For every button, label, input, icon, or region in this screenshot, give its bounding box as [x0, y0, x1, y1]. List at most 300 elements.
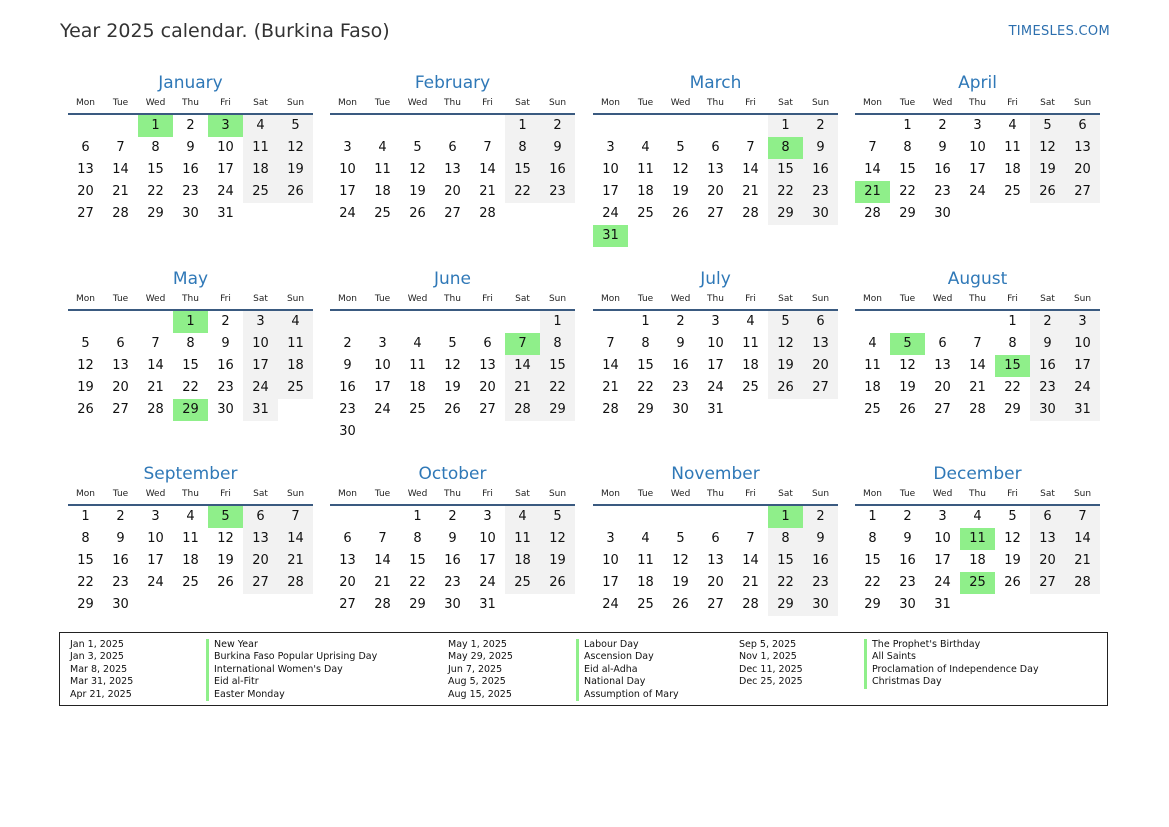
day-cell: 13 [444, 162, 461, 177]
day-cell: 12 [278, 137, 313, 159]
day-cell: 20 [707, 184, 724, 199]
legend-date: Mar 31, 2025 [70, 676, 134, 688]
day-cell: 22 [182, 380, 199, 395]
legend-dates-col-3 [739, 639, 803, 689]
weekday-header [593, 487, 838, 501]
weekday-label: Sun [286, 98, 305, 108]
day-cell: 3 [1065, 311, 1100, 333]
legend-date: Aug 15, 2025 [448, 688, 512, 700]
day-cell: 29 [637, 402, 654, 417]
weekday-header [330, 292, 575, 306]
day-cell: 15 [409, 553, 426, 568]
day-cell: 29 [768, 594, 803, 616]
weekday-label: Fri [482, 489, 493, 499]
day-cell: 13 [1065, 137, 1100, 159]
day-cell: 22 [77, 575, 94, 590]
weekday-label: Tue [112, 489, 129, 499]
day-cell: 6 [711, 140, 720, 155]
day-grid [68, 506, 313, 616]
day-cell: 5 [1008, 509, 1017, 524]
day-cell: 19 [444, 380, 461, 395]
empty-day-cell [593, 115, 628, 137]
day-cell: 15 [637, 358, 654, 373]
day-cell: 19 [278, 159, 313, 181]
day-cell: 22 [409, 575, 426, 590]
day-cell: 17 [602, 575, 619, 590]
weekday-label: Fri [220, 489, 231, 499]
day-cell: 23 [339, 402, 356, 417]
day-cell: 31 [1065, 399, 1100, 421]
weekday-label: Thu [707, 98, 724, 108]
day-cell: 22 [768, 572, 803, 594]
legend-date: Apr 21, 2025 [70, 688, 132, 700]
day-cell: 31 [479, 597, 496, 612]
day-cell: 20 [479, 380, 496, 395]
day-cell: 14 [742, 553, 759, 568]
month-may [68, 268, 313, 421]
weekday-label: Thu [969, 294, 986, 304]
day-cell: 3 [711, 314, 720, 329]
weekday-label: Sun [548, 294, 567, 304]
day-cell: 7 [378, 531, 387, 546]
day-cell: 30 [803, 203, 838, 225]
empty-day-cell [803, 399, 838, 421]
weekday-header [330, 487, 575, 501]
day-cell: 1 [540, 311, 575, 333]
day-cell: 19 [1030, 159, 1065, 181]
weekday-label: Wed [932, 98, 953, 108]
weekday-header [855, 96, 1100, 110]
day-cell: 24 [339, 206, 356, 221]
legend-holiday-name: Christmas Day [864, 676, 1039, 688]
weekday-label: Thu [182, 98, 199, 108]
day-cell: 8 [903, 140, 912, 155]
day-cell: 22 [637, 380, 654, 395]
day-cell: 3 [483, 509, 492, 524]
day-cell: 12 [540, 528, 575, 550]
day-cell: 23 [540, 181, 575, 203]
empty-day-cell [400, 421, 435, 443]
day-cell: 23 [112, 575, 129, 590]
day-cell: 2 [1030, 311, 1065, 333]
day-cell: 11 [742, 336, 759, 351]
holiday-day-cell: 5 [208, 506, 243, 528]
month-december [855, 463, 1100, 616]
month-title: April [958, 73, 997, 93]
day-cell: 13 [479, 358, 496, 373]
day-cell: 16 [112, 553, 129, 568]
day-cell: 12 [444, 358, 461, 373]
holiday-day-cell: 1 [768, 506, 803, 528]
month-october [330, 463, 575, 616]
day-cell: 10 [602, 162, 619, 177]
legend-date: Dec 11, 2025 [739, 663, 803, 675]
empty-day-cell [365, 506, 400, 528]
day-cell: 30 [672, 402, 689, 417]
day-cell: 18 [637, 575, 654, 590]
legend-date: Aug 5, 2025 [448, 676, 506, 688]
day-cell: 29 [540, 399, 575, 421]
day-cell: 23 [803, 572, 838, 594]
day-cell: 5 [448, 336, 457, 351]
day-cell: 15 [147, 162, 164, 177]
day-cell: 30 [444, 597, 461, 612]
weekday-label: Fri [1007, 489, 1018, 499]
weekday-label: Sun [1073, 489, 1092, 499]
empty-day-cell [768, 225, 803, 247]
day-cell: 6 [938, 336, 947, 351]
day-cell: 3 [378, 336, 387, 351]
day-cell: 9 [803, 137, 838, 159]
weekday-label: Sun [1073, 98, 1092, 108]
day-cell: 14 [374, 553, 391, 568]
empty-day-cell [628, 225, 663, 247]
empty-day-cell [733, 399, 768, 421]
day-cell: 21 [112, 184, 129, 199]
day-cell: 18 [505, 550, 540, 572]
day-cell: 17 [969, 162, 986, 177]
weekday-label: Tue [899, 294, 916, 304]
weekday-header [593, 292, 838, 306]
day-grid [855, 311, 1100, 421]
empty-day-cell [470, 115, 505, 137]
day-cell: 14 [969, 358, 986, 373]
holiday-day-cell: 5 [890, 333, 925, 355]
empty-day-cell [593, 506, 628, 528]
weekday-label: Wed [407, 98, 428, 108]
day-cell: 30 [934, 206, 951, 221]
day-cell: 19 [409, 184, 426, 199]
day-cell: 25 [278, 377, 313, 399]
legend-date: Dec 25, 2025 [739, 676, 803, 688]
day-cell: 21 [1065, 550, 1100, 572]
day-cell: 12 [409, 162, 426, 177]
day-cell: 3 [973, 118, 982, 133]
day-grid [68, 311, 313, 421]
day-cell: 22 [899, 184, 916, 199]
day-cell: 7 [483, 140, 492, 155]
legend-holiday-name: The Prophet's Birthday [864, 639, 1039, 651]
day-cell: 12 [672, 162, 689, 177]
empty-day-cell [68, 115, 103, 137]
day-cell: 14 [278, 528, 313, 550]
day-cell: 22 [1004, 380, 1021, 395]
day-cell: 17 [217, 162, 234, 177]
weekday-label: Tue [899, 489, 916, 499]
month-title: December [933, 464, 1022, 484]
day-cell: 13 [112, 358, 129, 373]
day-cell: 8 [1008, 336, 1017, 351]
empty-day-cell [435, 311, 470, 333]
day-cell: 28 [1065, 572, 1100, 594]
day-cell: 20 [934, 380, 951, 395]
month-march [593, 72, 838, 247]
day-cell: 25 [374, 206, 391, 221]
empty-day-cell [1065, 203, 1100, 225]
day-cell: 14 [1065, 528, 1100, 550]
day-cell: 7 [868, 140, 877, 155]
day-grid [330, 506, 575, 616]
day-cell: 1 [768, 115, 803, 137]
day-cell: 26 [409, 206, 426, 221]
empty-day-cell [960, 203, 995, 225]
weekday-label: Mon [601, 489, 620, 499]
legend-dates-col-1 [70, 639, 133, 701]
day-cell: 10 [602, 553, 619, 568]
weekday-label: Wed [670, 98, 691, 108]
day-cell: 26 [540, 572, 575, 594]
weekday-header [593, 96, 838, 110]
day-cell: 13 [934, 358, 951, 373]
empty-day-cell [593, 311, 628, 333]
day-cell: 9 [221, 336, 230, 351]
empty-day-cell [365, 115, 400, 137]
day-cell: 2 [938, 118, 947, 133]
day-cell: 19 [672, 184, 689, 199]
day-cell: 4 [746, 314, 755, 329]
legend-holiday-name: Burkina Faso Popular Uprising Day [206, 651, 377, 663]
weekday-label: Sat [515, 294, 530, 304]
day-cell: 16 [803, 159, 838, 181]
weekday-header [330, 96, 575, 110]
weekday-label: Mon [338, 294, 357, 304]
weekday-label: Sun [548, 489, 567, 499]
day-cell: 28 [969, 402, 986, 417]
day-cell: 7 [151, 336, 160, 351]
day-grid [593, 115, 838, 247]
day-cell: 10 [707, 336, 724, 351]
day-cell: 14 [112, 162, 129, 177]
day-cell: 13 [243, 528, 278, 550]
day-cell: 11 [182, 531, 199, 546]
day-cell: 3 [606, 140, 615, 155]
holiday-legend [59, 632, 1108, 706]
day-cell: 5 [413, 140, 422, 155]
month-august [855, 268, 1100, 421]
day-cell: 30 [803, 594, 838, 616]
day-cell: 27 [243, 572, 278, 594]
empty-day-cell [733, 225, 768, 247]
weekday-label: Thu [969, 489, 986, 499]
day-cell: 5 [278, 115, 313, 137]
weekday-label: Sat [253, 98, 268, 108]
day-cell: 27 [1030, 572, 1065, 594]
day-cell: 20 [1030, 550, 1065, 572]
holiday-day-cell: 3 [208, 115, 243, 137]
weekday-label: Sun [811, 98, 830, 108]
day-cell: 28 [479, 206, 496, 221]
empty-day-cell [505, 594, 540, 616]
month-june [330, 268, 575, 443]
weekday-label: Mon [863, 98, 882, 108]
day-cell: 23 [672, 380, 689, 395]
day-cell: 15 [864, 553, 881, 568]
day-cell: 9 [540, 137, 575, 159]
legend-holiday-name: Eid al-Fitr [206, 676, 377, 688]
day-cell: 5 [81, 336, 90, 351]
empty-day-cell [243, 594, 278, 616]
day-cell: 21 [742, 575, 759, 590]
day-cell: 30 [1030, 399, 1065, 421]
weekday-label: Mon [76, 294, 95, 304]
weekday-label: Tue [112, 294, 129, 304]
day-cell: 28 [374, 597, 391, 612]
day-cell: 15 [540, 355, 575, 377]
day-cell: 2 [803, 115, 838, 137]
day-cell: 31 [707, 402, 724, 417]
day-cell: 28 [147, 402, 164, 417]
day-cell: 30 [217, 402, 234, 417]
day-cell: 6 [343, 531, 352, 546]
weekday-label: Wed [145, 294, 166, 304]
site-link[interactable]: TIMESLES.COM [1008, 24, 1110, 39]
day-cell: 26 [899, 402, 916, 417]
day-cell: 6 [1030, 506, 1065, 528]
day-cell: 9 [1030, 333, 1065, 355]
legend-date: Mar 8, 2025 [70, 663, 128, 675]
day-cell: 2 [221, 314, 230, 329]
legend-holiday-name: International Women's Day [206, 664, 377, 676]
legend-date: Jan 1, 2025 [70, 639, 124, 650]
day-cell: 28 [602, 402, 619, 417]
day-cell: 17 [243, 355, 278, 377]
day-cell: 1 [641, 314, 650, 329]
empty-day-cell [768, 399, 803, 421]
empty-day-cell [628, 506, 663, 528]
day-cell: 29 [1004, 402, 1021, 417]
day-cell: 24 [217, 184, 234, 199]
month-february [330, 72, 575, 225]
legend-holiday-name: Easter Monday [206, 689, 377, 701]
holiday-day-cell: 29 [173, 399, 208, 421]
weekday-label: Thu [707, 489, 724, 499]
day-cell: 22 [768, 181, 803, 203]
day-cell: 6 [483, 336, 492, 351]
day-cell: 14 [505, 355, 540, 377]
day-cell: 23 [934, 184, 951, 199]
month-title: March [689, 73, 742, 93]
legend-holiday-name: Ascension Day [576, 651, 679, 663]
day-grid [330, 115, 575, 225]
day-cell: 19 [1004, 553, 1021, 568]
legend-holiday-name: Eid al-Adha [576, 664, 679, 676]
legend-holiday-name: Labour Day [576, 639, 679, 651]
day-cell: 1 [505, 115, 540, 137]
empty-day-cell [330, 506, 365, 528]
weekday-label: Fri [220, 98, 231, 108]
day-cell: 2 [903, 509, 912, 524]
legend-names-col-3 [864, 639, 1039, 689]
weekday-label: Mon [76, 98, 95, 108]
empty-day-cell [173, 594, 208, 616]
holiday-day-cell: 15 [995, 355, 1030, 377]
day-cell: 20 [1065, 159, 1100, 181]
day-cell: 12 [672, 553, 689, 568]
day-cell: 18 [637, 184, 654, 199]
weekday-label: Sat [1040, 294, 1055, 304]
day-cell: 6 [711, 531, 720, 546]
day-cell: 12 [77, 358, 94, 373]
day-cell: 6 [81, 140, 90, 155]
weekday-header [68, 487, 313, 501]
empty-day-cell [628, 115, 663, 137]
empty-day-cell [995, 203, 1030, 225]
day-cell: 18 [1004, 162, 1021, 177]
day-cell: 6 [116, 336, 125, 351]
weekday-label: Sun [811, 294, 830, 304]
month-title: September [143, 464, 238, 484]
day-cell: 3 [151, 509, 160, 524]
day-cell: 4 [973, 509, 982, 524]
day-cell: 20 [339, 575, 356, 590]
day-cell: 19 [540, 550, 575, 572]
day-cell: 22 [864, 575, 881, 590]
empty-day-cell [698, 506, 733, 528]
day-cell: 27 [803, 377, 838, 399]
day-cell: 5 [1030, 115, 1065, 137]
day-cell: 20 [112, 380, 129, 395]
day-cell: 25 [1004, 184, 1021, 199]
day-cell: 26 [217, 575, 234, 590]
day-cell: 25 [742, 380, 759, 395]
legend-date: Jun 7, 2025 [448, 663, 503, 675]
weekday-label: Fri [482, 98, 493, 108]
weekday-label: Sun [1073, 294, 1092, 304]
empty-day-cell [995, 594, 1030, 616]
day-cell: 11 [409, 358, 426, 373]
day-cell: 8 [768, 528, 803, 550]
empty-day-cell [540, 421, 575, 443]
day-cell: 29 [899, 206, 916, 221]
day-cell: 17 [147, 553, 164, 568]
holiday-day-cell: 11 [960, 528, 995, 550]
day-cell: 8 [81, 531, 90, 546]
day-cell: 8 [868, 531, 877, 546]
day-cell: 25 [637, 206, 654, 221]
day-cell: 8 [186, 336, 195, 351]
empty-day-cell [365, 421, 400, 443]
day-cell: 18 [409, 380, 426, 395]
empty-day-cell [663, 225, 698, 247]
day-cell: 4 [641, 531, 650, 546]
day-cell: 16 [339, 380, 356, 395]
weekday-label: Sun [548, 98, 567, 108]
empty-day-cell [803, 225, 838, 247]
day-grid [855, 506, 1100, 616]
day-cell: 2 [116, 509, 125, 524]
day-cell: 8 [540, 333, 575, 355]
day-cell: 28 [864, 206, 881, 221]
day-cell: 21 [278, 550, 313, 572]
day-cell: 23 [899, 575, 916, 590]
empty-day-cell [1065, 594, 1100, 616]
day-cell: 25 [864, 402, 881, 417]
weekday-label: Sun [286, 489, 305, 499]
day-cell: 4 [243, 115, 278, 137]
empty-day-cell [330, 115, 365, 137]
day-cell: 8 [641, 336, 650, 351]
day-cell: 10 [1065, 333, 1100, 355]
day-cell: 26 [672, 597, 689, 612]
day-cell: 4 [278, 311, 313, 333]
month-july [593, 268, 838, 421]
day-cell: 4 [186, 509, 195, 524]
day-cell: 11 [278, 333, 313, 355]
legend-holiday-name: National Day [576, 676, 679, 688]
day-cell: 10 [243, 333, 278, 355]
day-cell: 25 [243, 181, 278, 203]
day-cell: 27 [77, 206, 94, 221]
